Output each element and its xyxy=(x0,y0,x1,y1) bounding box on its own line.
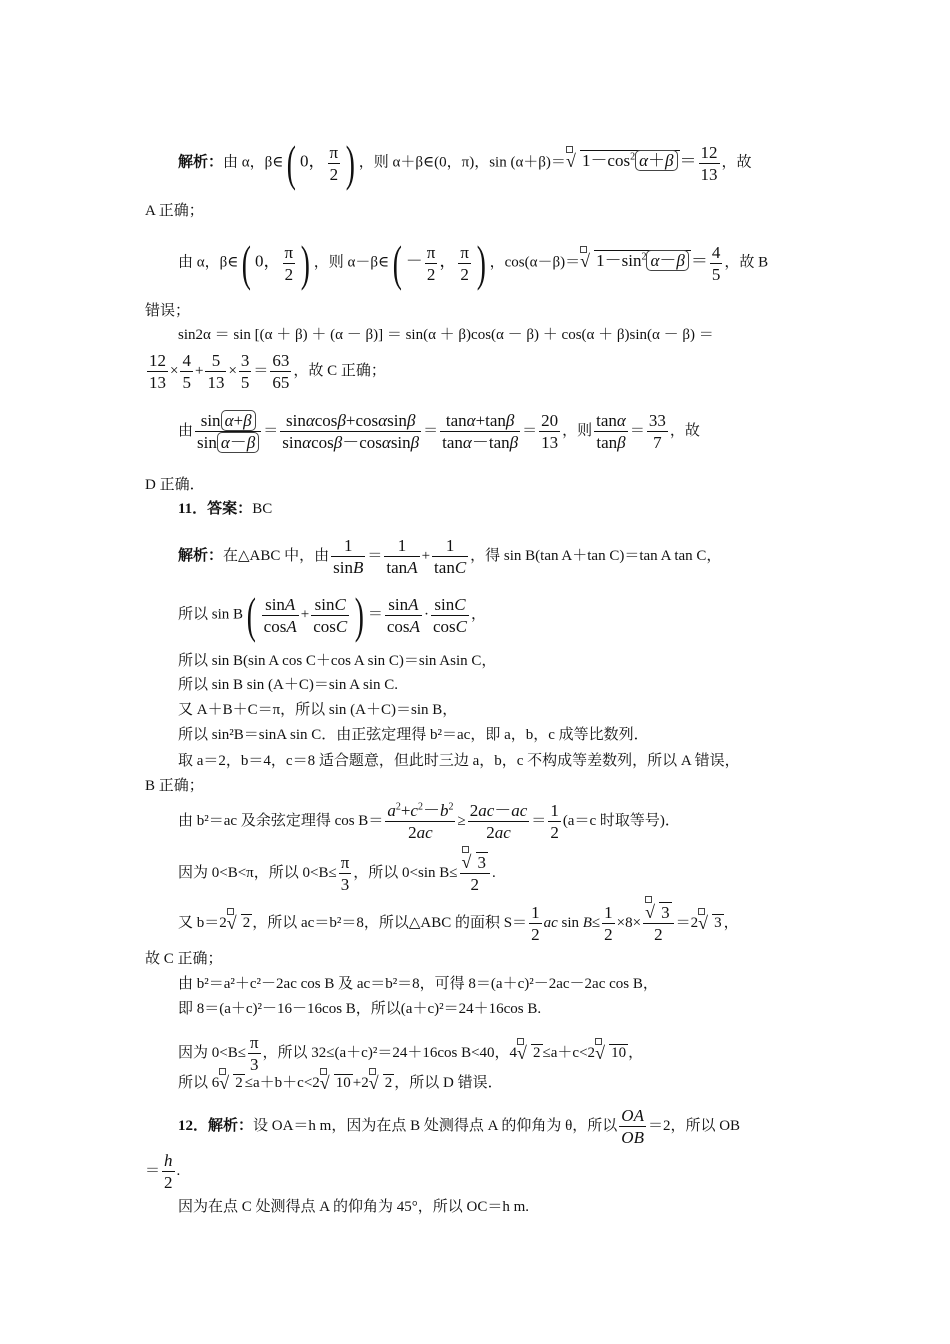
q11-l2: 所以 sin B( $\frac{\sin A}{\cos A}$ + $\frac{\sin C}{\cos C}$ ) ＝ $\frac{\sin A}{\cos A}$ · $\frac{\sin C}{\cos C}$ ， xyxy=(178,587,486,643)
q11-l8: B 正确； xyxy=(145,778,204,794)
q10-a-line: 解析：由 α，β∈( 0， $\frac{\pi}{2}$ ) ，则 α＋β∈(0，π)，sin (α＋β)＝ √ $1-\cos^2$ α＋β ＝ $\frac{12}{13}$ ，故 xyxy=(178,135,752,191)
q11-l14: 即 8＝(a＋c)²－16－16cos B，所以(a＋c)²＝24＋16cos B. xyxy=(178,1001,542,1017)
q10-d-line2: D 正确． xyxy=(145,477,205,493)
q11-l15: 因为 0<B≤ $\frac{\pi}{3}$ ，所以 32≤(a＋c)²＝24＋16cos B<40，4 √ 2 ≤a＋c<2 √ 10 ， xyxy=(178,1033,644,1074)
q12-l1: 12．解析：设 OA＝h m，因为在点 B 处测得点 A 的仰角为 θ，所以 $\frac{OA}{OB}$ ＝2，所以 OB xyxy=(178,1106,741,1147)
q12-l3: 因为在点 C 处测得点 A 的仰角为 45°，所以 OC＝h m. xyxy=(178,1199,530,1215)
q11-l11: 又 b＝2 √ 2 ，所以 ac＝b²＝8，所以△ABC 的面积 S＝ $\frac{1}{2}$ ac sin B≤ $\frac{1}{2}$ ×8× √ 3 2 ＝2 √ 3 ， xyxy=(178,902,739,945)
q10-c-line2: $\frac{12}{13}$ × $\frac{4}{5}$ + $\frac{5}{13}$ × $\frac{3}{5}$ ＝ $\frac{63}{65}$ ，故 C 正确； xyxy=(149,351,386,392)
q10-b-line: 由 α，β∈( 0， $\frac{\pi}{2}$ ) ，则 α－β∈( － $\frac{\pi}{2}$ ， $\frac{\pi}{2}$ ) ，cos(α－β)＝ √ $1-\sin^2$ α－β ＝ $\frac{4}{5}$ ，故 B xyxy=(178,235,769,291)
q11-l7: 取 a＝2，b＝4，c＝8 适合题意，但此时三边 a，b，c 不构成等差数列，所以 A 错误， xyxy=(178,753,740,769)
q11-l16: 所以 6 √ 2 ≤a＋b＋c<2 √ 10 +2 √ 2 ，所以 D 错误． xyxy=(178,1074,503,1092)
q11-l4: 所以 sin B sin (A＋C)＝sin A sin C. xyxy=(178,677,399,693)
q11-l12: 故 C 正确； xyxy=(145,951,223,967)
q11-l9: 由 b²＝ac 及余弦定理得 cos B＝ $\frac{a^2+c^2-b^2}{2ac}$ ≥ $\frac{2ac-ac}{2ac}$ ＝ $\frac{1}{2}$ (a＝c 时取等号)． xyxy=(178,801,680,842)
q11-l1: 解析：在△ABC 中，由 $\frac{1}{\sin B}$ ＝ $\frac{1}{\tan A}$ + $\frac{1}{\tan C}$ ，得 sin B(tan A＋tan C)＝tan A tan C， xyxy=(178,536,722,577)
q11-l3: 所以 sin B(sin A cos C＋cos A sin C)＝sin Asin C， xyxy=(178,653,497,669)
q11-answer: 11．答案：BC xyxy=(178,501,273,517)
q11-l6: 所以 sin²B＝sinA sin C．由正弦定理得 b²＝ac，即 a，b，c 成等比数列． xyxy=(178,727,649,743)
q10-b-line2: 错误； xyxy=(145,303,191,319)
q10-d-line: 由 $\frac{\text{sin α+β}}{\text{sin α－β}}$ ＝ $\frac{\sin\alpha\cos\beta+\cos\alpha\sin\beta}{\sin\alpha\cos\beta-\cos\alpha\sin\beta}$ ＝ $\frac{\tan\alpha+\tan\beta}{\tan\alpha-\tan\beta}$ ＝ $\frac{20}{13}$ ，则 $\frac{\tan\alpha}{\tan\beta}$ ＝ $\frac{33}{7}$ ，故 xyxy=(178,411,700,452)
analysis-label: 解析： xyxy=(178,154,224,171)
q11-l10: 因为 0<B<π，所以 0<B≤ $\frac{\pi}{3}$ ，所以 0<sin B≤ √ 3 2 . xyxy=(178,852,496,895)
q11-l13: 由 b²＝a²＋c²－2ac cos B 及 ac＝b²＝8，可得 8＝(a＋c)²－2ac－2ac cos B， xyxy=(178,976,658,992)
q10-a-line2: A 正确； xyxy=(145,203,204,219)
q10-c-line: sin2α ＝ sin [(α ＋ β) ＋ (α － β)] ＝ sin(α ＋ β)cos(α － β) ＋ cos(α ＋ β)sin(α － β) ＝ xyxy=(178,327,714,343)
q11-l5: 又 A＋B＋C＝π，所以 sin (A＋C)＝sin B， xyxy=(178,702,458,718)
q12-l2: ＝ $\frac{h}{2}$ . xyxy=(145,1151,181,1192)
